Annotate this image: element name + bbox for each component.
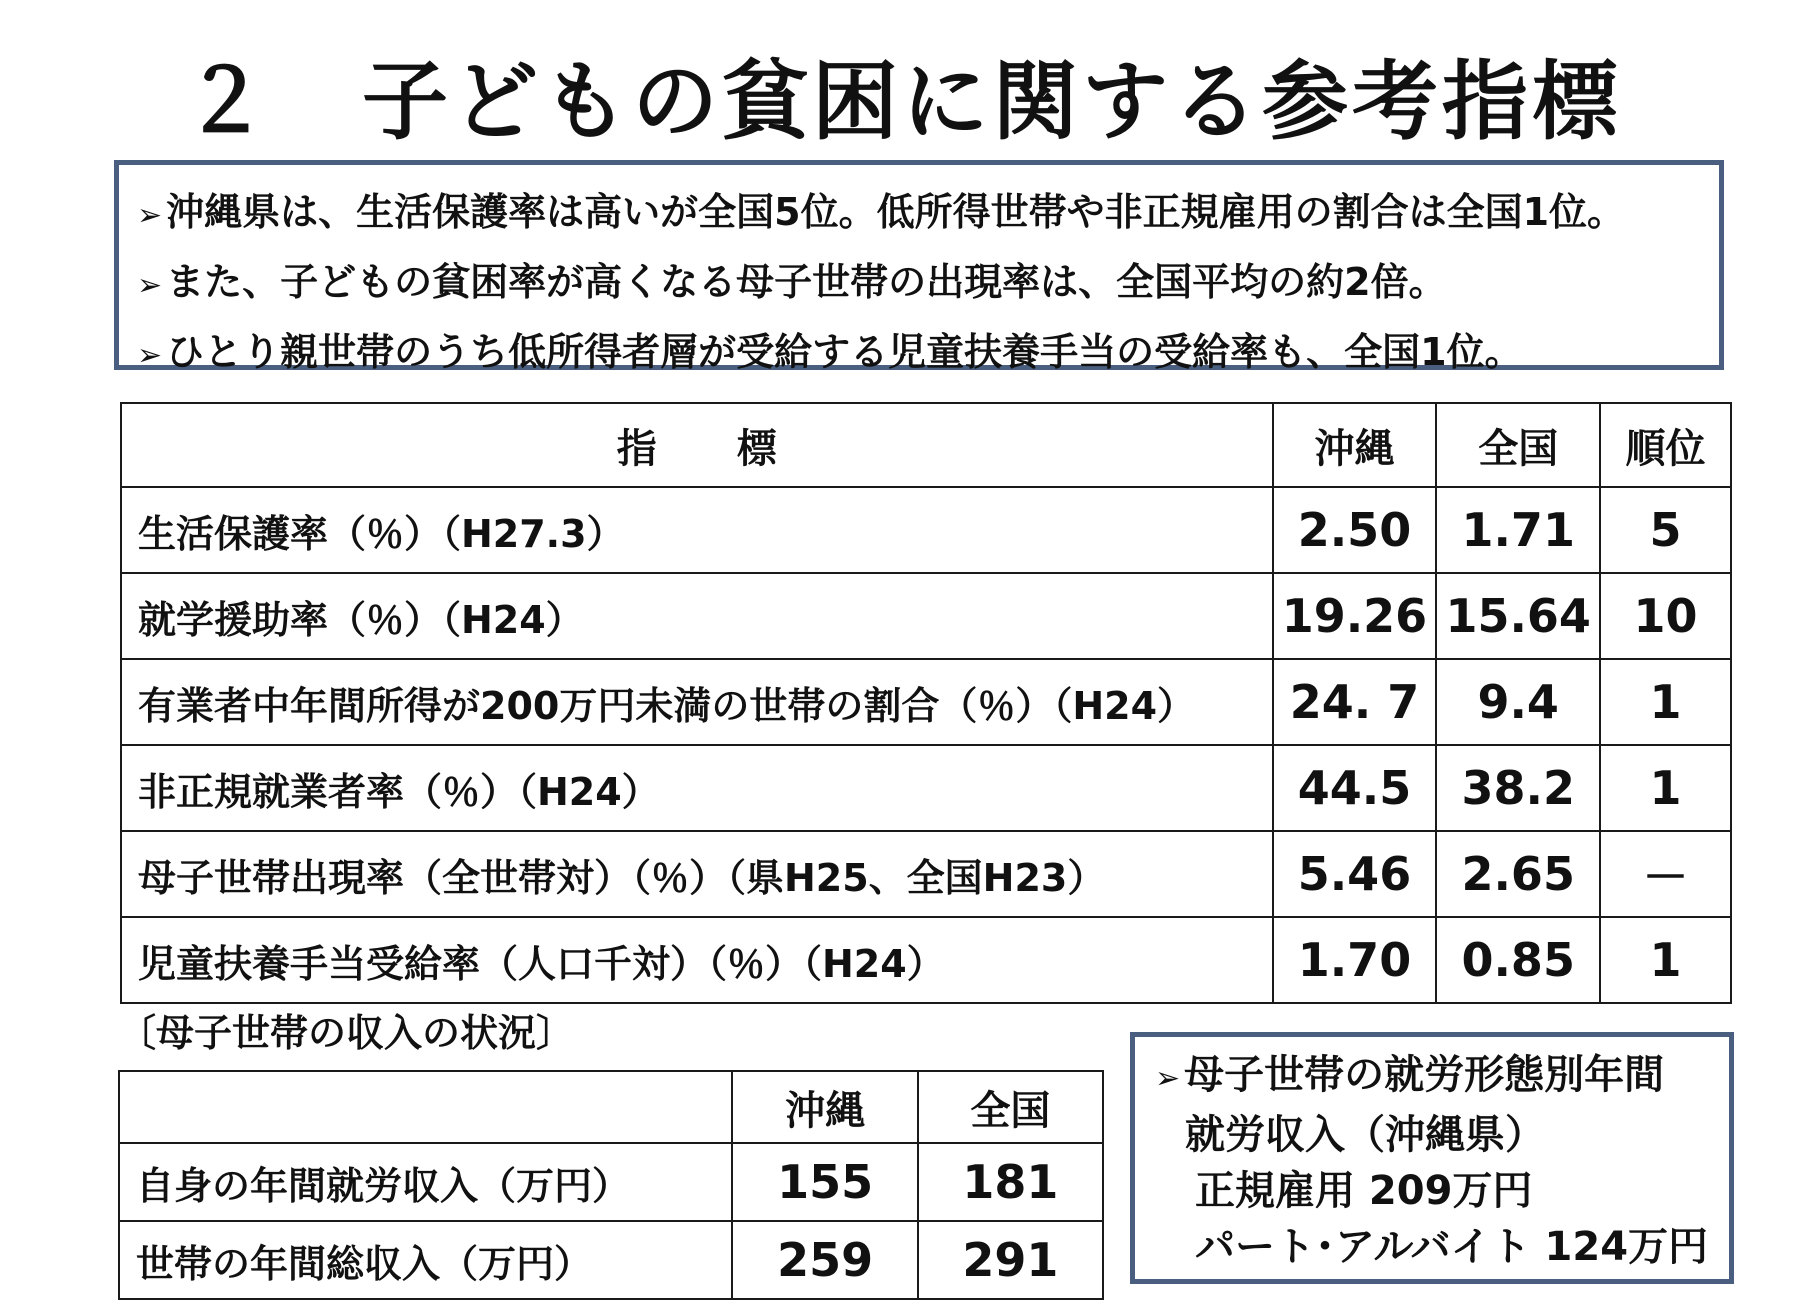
okinawa-value: 24. 7 [1273,659,1437,745]
okinawa-value: 259 [732,1221,917,1299]
employment-income-box [1130,1032,1734,1284]
rank-value: 1 [1600,745,1731,831]
national-value: 2.65 [1436,831,1600,917]
table-row [121,487,1731,573]
header-rank: 順位 [1600,403,1731,487]
table-row [121,745,1731,831]
header-blank [119,1071,732,1143]
arrow-bullet-icon: ➢ [137,338,163,373]
okinawa-value: 155 [732,1143,917,1221]
page-title: ２ 子どもの貧困に関する参考指標 [182,52,1622,152]
part-time-income: パート･アルバイト 124万円 [1195,1224,1709,1270]
summary-box [114,160,1724,374]
rank-value: － [1600,831,1731,917]
income-table [118,1070,1104,1300]
national-value: 15.64 [1436,573,1600,659]
income-caption: 〔母子世帯の収入の状況〕 [118,1011,575,1055]
national-value: 181 [918,1143,1103,1221]
indicator-label: 有業者中年間所得が200万円未満の世帯の割合（％）（H24） [121,659,1273,745]
table-row [121,573,1731,659]
header-okinawa: 沖縄 [1273,403,1437,487]
work-box-heading: ➢ 母子世帯の就労形態別年間 [1155,1052,1665,1098]
table-row [121,831,1731,917]
national-value: 1.71 [1436,487,1600,573]
indicator-label: 非正規就業者率（％）（H24） [121,745,1273,831]
national-value: 9.4 [1436,659,1600,745]
indicator-label: 就学援助率（％）（H24） [121,573,1273,659]
regular-employment-income: 正規雇用 209万円 [1195,1168,1533,1214]
summary-line: ➢ また、子どもの貧困率が高くなる母子世帯の出現率は、全国平均の約2倍。 [137,260,1447,304]
header-indicator: 指 標 [121,403,1273,487]
okinawa-value: 1.70 [1273,917,1437,1003]
summary-line: ➢ ひとり親世帯のうち低所得者層が受給する児童扶養手当の受給率も、全国1位。 [137,330,1523,374]
table-row [121,659,1731,745]
rank-value: 10 [1600,573,1731,659]
okinawa-value: 19.26 [1273,573,1437,659]
rank-value: 1 [1600,659,1731,745]
income-label: 世帯の年間総収入（万円） [119,1221,732,1299]
arrow-bullet-icon: ➢ [137,268,163,303]
header-national: 全国 [918,1071,1103,1143]
arrow-bullet-icon: ➢ [137,198,163,233]
table-row [119,1221,1103,1299]
table-row [119,1143,1103,1221]
summary-line: ➢ 沖縄県は、生活保護率は高いが全国5位。低所得世帯や非正規雇用の割合は全国1位。 [137,190,1626,234]
rank-value: 1 [1600,917,1731,1003]
indicator-table [120,402,1732,1004]
okinawa-value: 44.5 [1273,745,1437,831]
header-national: 全国 [1436,403,1600,487]
okinawa-value: 2.50 [1273,487,1437,573]
rank-value: 5 [1600,487,1731,573]
header-okinawa: 沖縄 [732,1071,917,1143]
arrow-bullet-icon: ➢ [1155,1061,1181,1096]
income-label: 自身の年間就労収入（万円） [119,1143,732,1221]
indicator-label: 生活保護率（％）（H27.3） [121,487,1273,573]
national-value: 0.85 [1436,917,1600,1003]
table-header-row [119,1071,1103,1143]
okinawa-value: 5.46 [1273,831,1437,917]
indicator-label: 母子世帯出現率（全世帯対）（％）（県H25、全国H23） [121,831,1273,917]
table-row [121,917,1731,1003]
indicator-label: 児童扶養手当受給率（人口千対）（％）（H24） [121,917,1273,1003]
national-value: 291 [918,1221,1103,1299]
table-header-row [121,403,1731,487]
work-box-subheading: 就労収入（沖縄県） [1185,1112,1545,1158]
national-value: 38.2 [1436,745,1600,831]
